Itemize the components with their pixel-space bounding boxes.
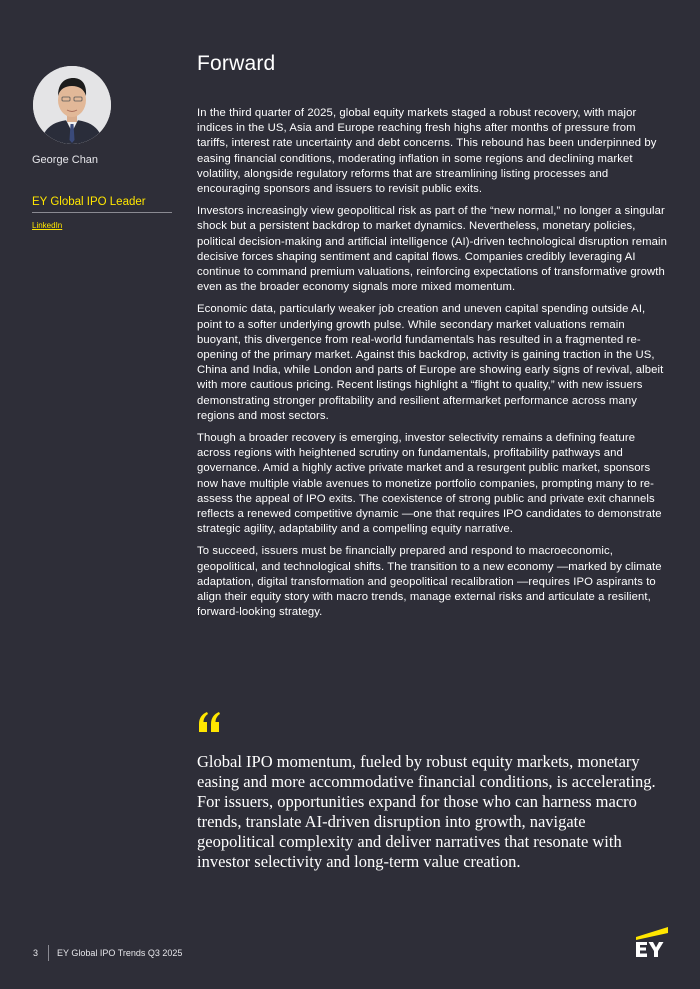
article [197, 52, 669, 628]
ey-logo [634, 926, 670, 963]
quote-mark-icon [197, 712, 221, 737]
page-title: Forward [197, 52, 276, 75]
paragraph: Economic data, particularly weaker job creation and uneven capital spending outside AI, point to a softer underlying growth pulse. While secondary market valuations remain buoyant, this divergence from real-world fundamentals has resulted in a fragmented re-opening of the primary market. Against this backdrop, activity is gaining traction in the US, China and India, while London and parts of Europe are showing early signs of revival, albeit with more cautious pricing. Recent listings highlight a “flight to quality,” with new issuers demonstrating stronger profitability and resilient aftermarket performance across many regions and most sectors. [197, 303, 664, 422]
paragraph: Though a broader recovery is emerging, investor selectivity remains a defining feature across regions with heightened scrutiny on fundamentals, profitability pathways and governance. Amid a highly active private market and a resurgent public market, sponsors now have multiple viable avenues to monetize portfolio companies, prompting many to re-assess the appeal of IPO exits. The coexistence of strong public and private exit channels reflects a renewed competitive dynamic —one that requires IPO candidates to demonstrate strategic agility, adaptability and a compelling equity narrative. [197, 432, 662, 536]
author-sidebar [32, 66, 172, 233]
pull-quote: Global IPO momentum, fueled by robust equity markets, monetary easing and more accommodative financial conditions, is accelerating. For issuers, opportunities expand for those who can harness macro trends, translate AI-driven disruption into growth, navigate geopolitical complexity and deliver narratives that resonate with investor selectivity and long-term value creation. [197, 752, 656, 871]
author-name: George Chan [32, 154, 99, 166]
publication-name: EY Global IPO Trends Q3 2025 [57, 948, 183, 958]
ey-logo-icon [634, 926, 670, 958]
article-body [197, 106, 669, 621]
footer-divider [48, 945, 49, 961]
paragraph: In the third quarter of 2025, global equity markets staged a robust recovery, with major indices in the US, Asia and Europe reaching fresh highs after months of pressure from tariffs, interest rate uncertainty and debt concerns. This rebound has been underpinned by easing financial conditions, moderating inflation in some regions and declining market volatility, alongside regulatory reforms that are streamlining listing processes and encouraging sponsors and issuers to revisit public exits. [197, 107, 657, 196]
author-title: EY Global IPO Leader [32, 196, 172, 213]
page-number: 3 [33, 948, 39, 958]
person-photo-icon [33, 66, 111, 144]
linkedin-link[interactable]: LinkedIn [32, 221, 63, 230]
paragraph: Investors increasingly view geopolitical risk as part of the “new normal,” no longer a singular shock but a persistent backdrop to market dynamics. Nevertheless, monetary policies, political decision-making and artificial intelligence (AI)-driven technological disruption remain decisive forces shaping sentiment and capital flows. Companies credibly leveraging AI continue to command premium valuations, reinforcing expectations of transformative growth even as the broader economy signals more mixed momentum. [197, 205, 667, 294]
paragraph: To succeed, issuers must be financially prepared and respond to macroeconomic, geopolitical, and technological shifts. The transition to a new economy —marked by climate adaptation, digital transformation and geopolitical recalibration —requires IPO aspirants to align their equity story with macro trends, manage external risks and articulate a resilient, forward-looking strategy. [197, 545, 662, 619]
author-photo [33, 66, 111, 144]
page-footer [33, 945, 182, 961]
